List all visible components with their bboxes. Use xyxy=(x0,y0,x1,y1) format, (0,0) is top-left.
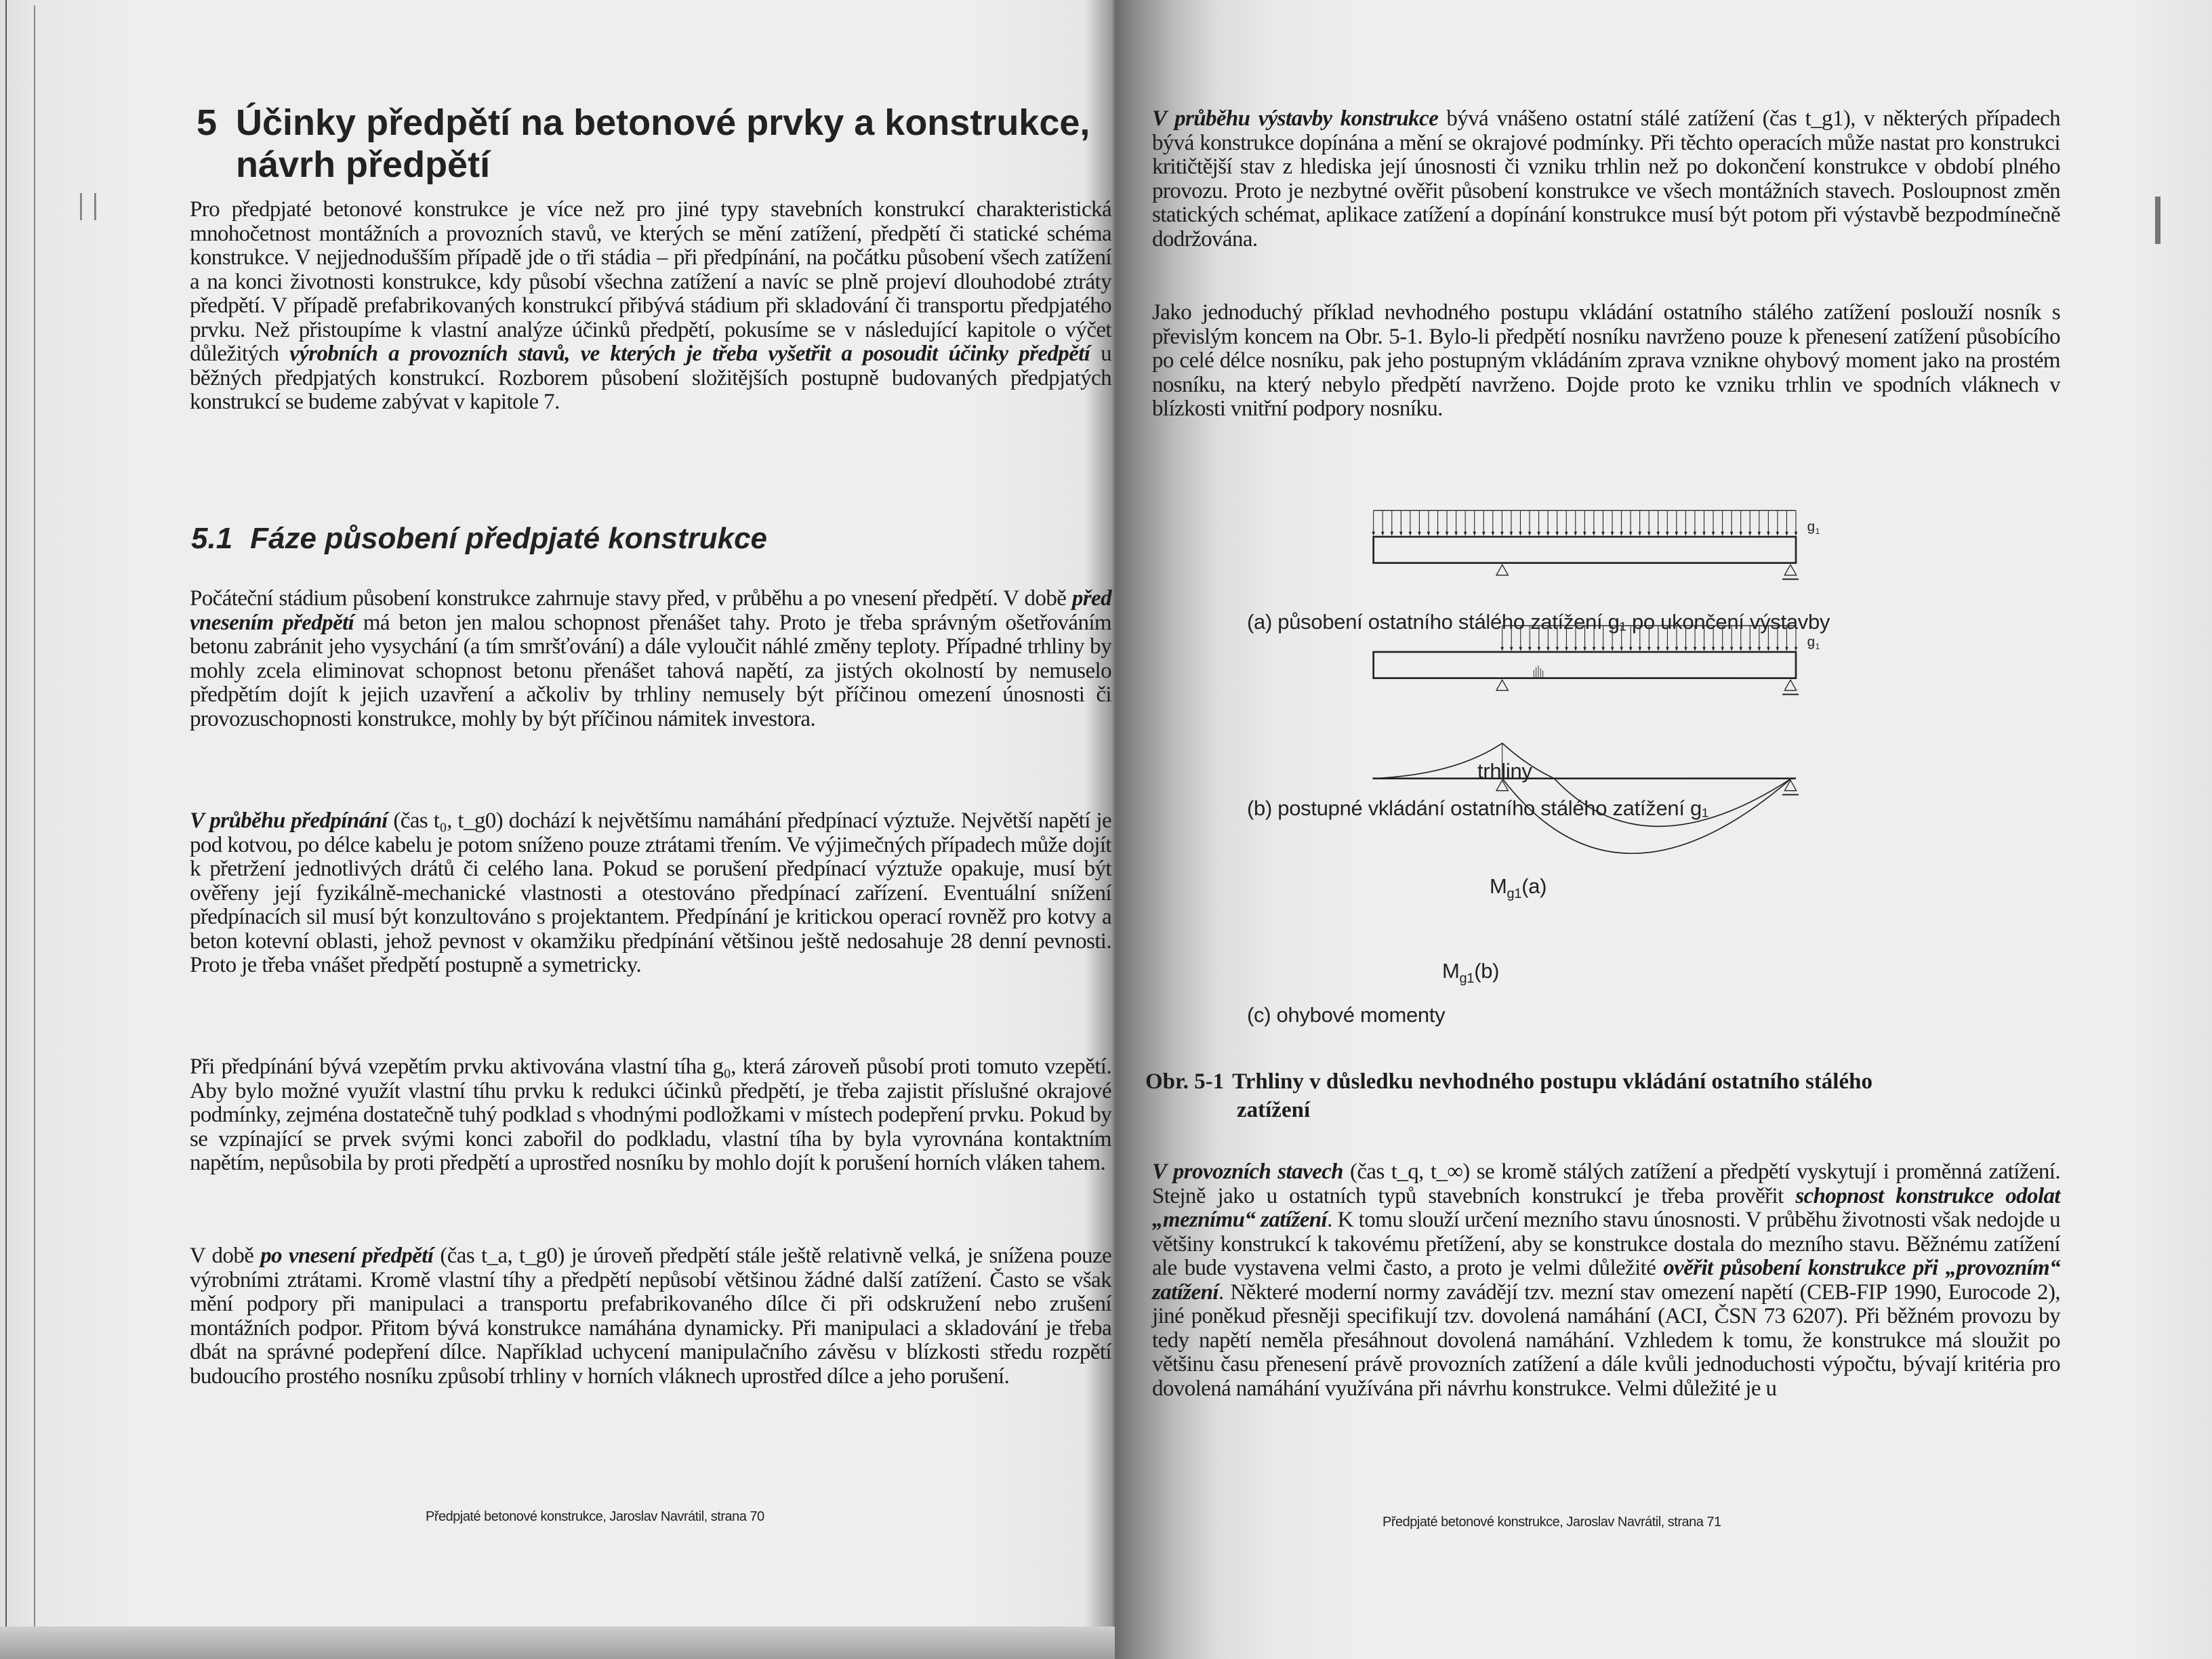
section-number: 5.1 xyxy=(191,522,233,555)
time-label: (čas t_a, t_g0) xyxy=(433,1244,571,1268)
moment-a-label xyxy=(1490,874,1547,902)
emphasis-text: před vnesením předpětí xyxy=(190,586,1111,635)
moment-symbol: M xyxy=(1442,959,1460,983)
crack-marks xyxy=(1534,665,1542,678)
paragraph-text: má beton jen malou schopnost přenášet tahy. Proto je třeba správným ošetřováním betonu zabránit jeho vysychání (a tím smršťování) a dále vyloučit náhlé změny teploty. Případné trhliny by mohly zcela eliminovat schopnost betonu přenášet tahová napětí, za jistých okolností by nemuselo předpětím dojít k jejich uzavření a ačkoliv by trhliny nemusely být příčinou omezení únosnosti či provozuschopnosti konstrukce, mohly by být příčinou námitek investora. xyxy=(190,610,1111,731)
paragraph-text: u běžných předpjatých konstrukcí. Rozborem působení složitějších postupně budovaných předpjatých konstrukcí se budeme zabývat v kapitole 7. xyxy=(190,342,1111,414)
page-footer-right: Předpjaté betonové konstrukce, Jaroslav Navrátil, strana 71 xyxy=(1382,1515,1721,1530)
crack-label: trhliny xyxy=(1477,759,1532,783)
figure-caption-text-cont: zatížení xyxy=(1237,1098,1311,1122)
figure-caption xyxy=(1145,1067,2026,1124)
time-label: (čas t₀, t_g0) xyxy=(387,808,509,833)
moment-b-label xyxy=(1442,959,1499,987)
diagram-a xyxy=(1372,510,1820,579)
paragraph-text: Pro předpjaté betonové konstrukce je více než pro jiné typy stavebních konstrukcí charakteristická mnohočetnost montážních a provozních stavů, ve kterých se mění zatížení, předpětí či statické schéma konstrukce. V nejjednodušším případě jde o tři stádia – při předpínání, na počátku působení všech zatížení a na konci životnosti konstrukce, kdy působí všechna zatížení a navíc se plně projeví dlouhodobé ztráty předpětí. V případě prefabrikovaných konstrukcí přibývá stádium při skladování či transportu předpjatého prvku. Než přistoupíme k vlastní analýze účinků předpětí, pokusíme se v následující kapitole o výčet důležitých xyxy=(190,197,1111,366)
page-bottom-edge xyxy=(0,1626,1115,1659)
moment-suffix: (a) xyxy=(1521,874,1547,898)
paragraph-after-prestress xyxy=(190,1244,1111,1389)
intro-paragraph xyxy=(190,198,1111,415)
emphasis-text: V průběhu výstavby konstrukce xyxy=(1152,106,1439,131)
paragraph-text: je úroveň předpětí stále ještě relativně velká, je snížena pouze výrobními ztrátami. Kromě vlastní tíhy a předpětí nepůsobí většinou žádné další zatížení. Často se však mění podpory při manipulaci a transportu prefabrikovaného dílce či při odskružení nebo zrušení montážních podpor. Přitom bývá konstrukce namáhána dynamicky. Při manipulaci a skladování je třeba dbát na správné podepření dílce. Například uchycení manipulačního závěsu v blízkosti středu rozpětí budoucího prostého nosníku způsobí trhliny v horních vláknech uprostřed dílce a jeho porušení. xyxy=(190,1244,1112,1389)
paragraph-text: Počáteční stádium působení konstrukce zahrnuje stavy před, v průběhu a po vnesení předpětí. V době xyxy=(190,586,1072,611)
emphasis-text: schopnost konstrukce odolat „meznímu“ zatížení xyxy=(1152,1183,2060,1232)
section-heading xyxy=(191,522,767,556)
page-footer-left: Předpjaté betonové konstrukce, Jaroslav Navrátil, strana 70 xyxy=(426,1509,764,1524)
paragraph-text: bývá vnášeno ostatní stálé zatížení (čas t_g1), v některých případech bývá konstrukce dopínána a mění se okrajové podmínky. Při těchto operacích může nastat pro konstrukci kritičtější stav z hlediska její únosnosti či vzniku trhlin než po dokončení konstrukce v období plného provozu. Proto je nezbytné ověřit působení konstrukce ve všech montážních stavech. Posloupnost změn statických schémat, aplikace zatížení a dopínání konstrukce musí být potom při výstavbě bezpodmínečně dodržována. xyxy=(1152,106,2061,251)
moment-subscript: g1 xyxy=(1459,971,1475,987)
support-icon xyxy=(1784,565,1796,575)
paragraph-text: dochází k největšímu namáhání předpínací výztuže. Největší napětí je pod kotvou, po délce kabelu je potom sníženo pouze ztrátami třením. Ve výjimečných případech může dojít k přetržení jednotlivých drátů či celého lana. Pokud se porušení předpínací výztuže opakuje, musí být ověřeny její fyzikálně-mechanické vlastnosti a otestováno předpínací zařízení. Eventuální snížení předpínacích sil musí být konzultováno s projektantem. Předpínání je kritickou operací rovněž pro kotvy a beton kotevní oblasti, jehož pevnost v okamžiku předpínání většinou ještě nedosahuje 28 denní pevnosti. Proto je třeba vnášet předpětí postupně a symetricky. xyxy=(190,808,1111,977)
paragraph-text: Při předpínání bývá vzepětím prvku aktivována vlastní tíha g₀, která zároveň působí proti tomuto vzepětí. Aby bylo možné využít vlastní tíhu prvku k redukci účinků předpětí, je třeba zajistit příslušné okrajové podmínky, zejména dostatečně tuhý podklad s vhodnými podložkami v místech podepření prvku. Pokud by se vzpínající se prvek svými konci zabořil do podkladu, vlastní tíha by byla vyrovnána kontaktním napětím, nepůsobila by proti předpětí a uprostřed nosníku by mohlo dojít k porušení horních vláken tahem. xyxy=(190,1054,1111,1175)
diagram-b xyxy=(1374,626,1820,694)
chapter-heading xyxy=(197,102,1118,186)
paragraph-self-weight xyxy=(190,1055,1111,1176)
figure-caption-b: (b) postupné vkládání ostatního stálého zatížení g₁ xyxy=(1247,796,1709,820)
support-icon xyxy=(1496,565,1508,575)
figure-caption-c: (c) ohybové momenty xyxy=(1247,1003,1446,1027)
emphasis-text: výrobních a provozních stavů, ve kterých je třeba vyšetřit a posoudit účinky předpětí xyxy=(289,342,1090,366)
paragraph-example xyxy=(1152,301,2060,422)
chapter-title: Účinky předpětí na betonové prvky a konstrukce, návrh předpětí xyxy=(236,102,1090,185)
paragraph-before-prestress xyxy=(190,587,1111,731)
page-edge-lines xyxy=(5,0,34,1659)
support-icon xyxy=(1784,680,1796,690)
support-icon xyxy=(1496,680,1508,690)
section-title: Fáze působení předpjaté konstrukce xyxy=(250,522,768,555)
time-label: (čas t_q, t_∞) xyxy=(1343,1160,1477,1184)
paragraph-construction-phase xyxy=(1152,107,2060,251)
moment-subscript: g1 xyxy=(1507,886,1522,902)
moment-symbol: M xyxy=(1490,874,1507,898)
figure-number: Obr. 5-1 xyxy=(1145,1069,1225,1094)
svg-text:1: 1 xyxy=(1815,527,1820,536)
emphasis-text: V průběhu předpínání xyxy=(190,808,388,833)
chapter-number: 5 xyxy=(197,102,218,143)
svg-text:g: g xyxy=(1807,634,1816,650)
paragraph-text: se kromě stálých zatížení a předpětí vyskytují i proměnná zatížení. Stejně jako u ostatních typů stavebních konstrukcí je třeba prověřit xyxy=(1152,1160,2060,1208)
paragraph-text: . Některé moderní normy zavádějí tzv. mezní stav omezení napětí (CEB-FIP 1990, Eurocode 2), jiné poněkud přesněji specifikují tzv. dovolená namáhání (ACI, ČSN 73 6207). Při běžném provozu by tedy napětí neměla přesáhnout dovolená namáhání. Vzhledem k tomu, že konstrukce má sloužit po většinu času přenesení právě provozních zatížení a dále kvůli jednoduchosti výpočtu, bývají kritéria pro dovolená namáhání využívána při návrhu konstrukce. Velmi důležité je u xyxy=(1152,1279,2060,1401)
margin-mark xyxy=(2155,197,2160,244)
figure-caption-text: Trhliny v důsledku nevhodného postupu vkládání ostatního stálého xyxy=(1232,1069,1872,1094)
emphasis-text: po vnesení předpětí xyxy=(260,1244,434,1268)
svg-text:1: 1 xyxy=(1815,642,1820,651)
emphasis-text: V provozních stavech xyxy=(1152,1160,1343,1184)
paragraph-text: Jako jednoduchý příklad nevhodného postupu vkládání ostatního stálého zatížení poslouží nosník s převislým koncem na Obr. 5-1. Bylo-li předpětí nosníku navrženo pouze k přenesení zatížení působícího po celé délce nosníku, pak jeho postupným vkládáním zprava vznikne ohybový moment jako na prostém nosníku, na který nebylo předpětí navrženo. Dojde proto ke vzniku trhlin ve spodních vláknech v blízkosti vnitřní podpory nosníku. xyxy=(1152,300,2060,421)
margin-mark xyxy=(80,193,96,220)
paragraph-text: . K tomu slouží určení mezního stavu únosnosti. V průběhu životnosti však nedojde u většiny konstrukcí k takovému přetížení, aby se konstrukce dostala do mezního stavu. Běžnému zatížení ale bude vystavena velmi často, a proto je velmi důležité xyxy=(1152,1208,2060,1280)
figure-caption-a: (a) působení ostatního stálého zatížení g₁ po ukončení výstavby xyxy=(1247,610,1830,634)
moment-suffix: (b) xyxy=(1474,959,1500,983)
paragraph-text: V době xyxy=(190,1244,261,1268)
paragraph-during-prestressing xyxy=(190,809,1111,978)
svg-text:g: g xyxy=(1807,518,1816,535)
paragraph-service-states xyxy=(1152,1160,2060,1401)
emphasis-text: ověřit působení konstrukce při „provozním“ zatížení xyxy=(1152,1256,2060,1305)
